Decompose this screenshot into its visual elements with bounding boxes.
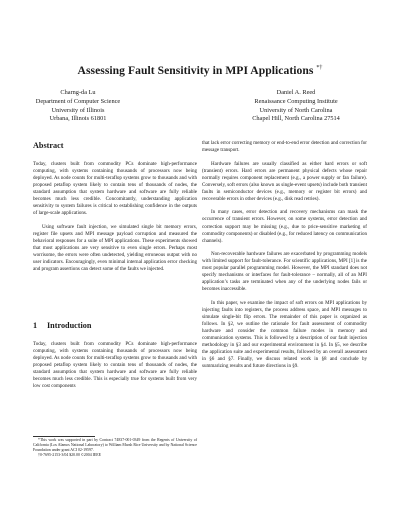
author-affiliation: Department of Computer Science: [35, 97, 121, 105]
section-title: Introduction: [47, 321, 92, 330]
author-location: Chapel Hill, North Carolina 27514: [252, 115, 340, 123]
title-footnote-marks: *†: [316, 65, 323, 72]
body-paragraph: Non-recoverable hardware failures are exacerbated by programming models with limited support for fault-tolerance. For scientific applications, MPI [1] is the most popular parallel programming model. However, the MPI standard does not specify mechanisms or interfaces for fault-tolerance – normally, all of an MPI application’s tasks are terminated when any of the underlying nodes fails or becomes inaccessible.: [202, 251, 367, 293]
introduction-paragraph: Today, clusters built from commodity PCs dominate high-performance computing, with systems containing thousands of processors now being deployed. As node counts for multi-teraflop systems grow to thousands and with proposed petaflop system likely to contain tens of thousands of nodes, the standard assumption that system hardware and software are fully reliable becomes much less credible. This is especially true for systems built from very low cost components: [33, 341, 197, 390]
author-name: Charng-da Lu: [60, 89, 96, 96]
abstract-paragraph: Today, clusters built from commodity PCs dominate high-performance computing, with systems containing thousands of processors now being deployed. As node counts for multi-teraflop systems grow to thousands and with proposed petaflop system likely to contain tens of thousands of nodes, the standard assumption that system hardware and software are fully reliable becomes much less credible. Concomitantly, understanding application sensitivity to system failures is critical to establishing confidence in the outputs of large-scale applications.: [33, 161, 197, 217]
footnotes: [33, 438, 197, 458]
body-paragraph: In this paper, we examine the impact of soft errors on MPI applications by injecting faults into registers, the process address space, and MPI messages to simulate single-bit flip errors. The remainder of this paper is organized as follows. In §2, we outline the rationale for fault assessment of commodity hardware and consider the common failure modes in memory and communication systems. This is followed by a description of our fault injection methodology in §3 and our experimental environment in §4. In §5, we describe the application suite and experimental results, followed by an overall assessment in §6 and §7. Finally, we discuss related work in §8 and conclude by summarizing results and future directions in §9.: [202, 299, 367, 370]
body-paragraph: In many cases, error detection and recovery mechanisms can mask the occurrence of transient errors. However, on some systems, error detection and correction support may be missing (e.g., due to price-sensitive marketing of commodity components) or disabled (e.g., for reduced latency on communication channels).: [202, 209, 367, 244]
paper-title-text: Assessing Fault Sensitivity in MPI Applications: [77, 64, 314, 77]
author-block-2: [211, 89, 381, 124]
author-block-1: [0, 89, 158, 124]
footnote-funding: *This work was supported in part by Contract 74837-001-0349 from the Regents of University of California (Los Alamos National Laboratory) to William Marsh Rice University and by National Science Foundation under grant ACI 02-19597.: [33, 438, 197, 452]
right-column: [202, 140, 367, 377]
author-location: Urbana, Illinois 61801: [49, 115, 107, 123]
left-column: [33, 140, 197, 280]
author-name: Daniel A. Reed: [276, 89, 316, 96]
abstract-paragraph: Using software fault injection, we simulated single bit memory errors, register file upsets and MPI message payload corruption and measured the behavioral responses for a suite of MPI applications. These experiments showed that most applications are very sensitive to even single errors. Perhaps most worrisome, the errors were often undetected, yielding erroneous output with no user indicators. Encouragingly, even minimal internal application error checking and program assertions can detect some of the faults we injected.: [33, 223, 197, 273]
author-institution: University of North Carolina: [259, 106, 333, 114]
footnote-copyright: †0-7695-2153-3/04 $20.00 ©2004 IEEE: [38, 453, 102, 457]
paper-title: [0, 64, 400, 77]
introduction-section: [33, 321, 197, 397]
introduction-heading: [33, 321, 197, 331]
footnote-rule: [33, 436, 95, 437]
author-affiliation: Renaissance Computing Institute: [254, 97, 338, 105]
author-institution: University of Illinois: [51, 106, 105, 114]
body-paragraph: that lack error correcting memory or end-to-end error detection and correction for message transport.: [202, 140, 367, 154]
abstract-heading: Abstract: [33, 141, 64, 150]
body-paragraph: Hardware failures are usually classified as either hard errors or soft (transient) errors. Hard errors are permanent physical defects whose repair normally requires component replacement (e.g., a power supply or fan failure). Conversely, soft errors (also known as single-event upsets) include both transient faults in semiconductor devices (e.g., memory or register bit errors) and recoverable errors in other devices (e.g., disk read retries).: [202, 160, 367, 202]
section-number: 1: [33, 321, 38, 330]
